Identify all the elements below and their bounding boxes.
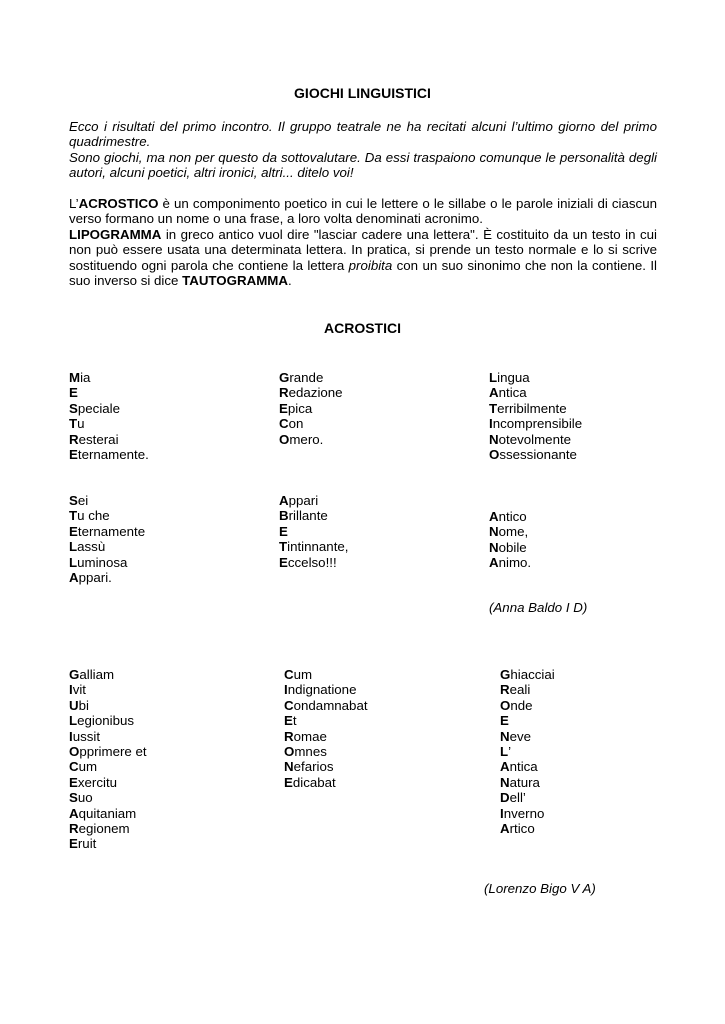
acrostic-initial: A [489, 385, 499, 401]
signature-anna: (Anna Baldo I D) [489, 600, 588, 615]
acrostic-line [69, 713, 147, 728]
acrostic-initial: I [284, 682, 288, 698]
acrostic-initial: L [69, 713, 78, 729]
acrostic-rest: efarios [293, 759, 334, 775]
acrostic-line [489, 509, 531, 524]
acrostic-cicerone [284, 667, 368, 790]
acrostic-rest: ome, [498, 524, 529, 540]
acrostic-line [279, 493, 349, 508]
acrostic-initial: R [69, 431, 79, 447]
acrostic-line [500, 821, 555, 836]
acrostic-rest: ruit [77, 836, 97, 852]
acrostic-initial: N [489, 431, 499, 447]
lipogramma-text-2: con un suo sinonimo che non la contiene. Il suo inverso si dice [69, 257, 657, 289]
acrostic-initial: T [69, 508, 78, 524]
acrostic-rest: obile [498, 539, 527, 555]
acrostic-rest: hiacciai [510, 667, 555, 682]
acrostic-initial: E [69, 774, 78, 790]
acrostic-rest: ingua [497, 370, 530, 385]
acrostic-line [279, 416, 343, 431]
acrostic-initial: S [69, 400, 78, 416]
acrostic-rest: eve [509, 728, 532, 744]
acrostic-rest: pprimere et [79, 743, 147, 759]
acrostic-rest: bi [78, 697, 89, 713]
acrostic-rest: uminosa [77, 554, 128, 570]
intro-paragraph-1: Ecco i risultati del primo incontro. Il gruppo teatrale ne ha recitati alcuni l’ultimo giorno del primo quadrimestre. [69, 119, 657, 150]
acrostic-initial: S [69, 493, 78, 508]
acrostic-initial: E [69, 523, 78, 539]
acrostic-giulio-cesare [69, 667, 147, 852]
acrostic-initial: I [500, 805, 504, 821]
acrostic-line [69, 744, 147, 759]
acrostic-rest: nimo. [498, 555, 532, 571]
lipogramma-definition [69, 227, 657, 289]
acrostic-line [489, 432, 582, 447]
acrostic-rest: uo [77, 790, 93, 806]
acrostic-rest: otevolmente [498, 431, 572, 447]
acrostic-initial: E [69, 446, 78, 462]
acrostic-line [69, 539, 145, 554]
acrostic-line [489, 416, 582, 431]
acrostic-rest: ntico [498, 509, 527, 524]
acrostic-rest: nde [510, 697, 533, 713]
acrostic-greco [279, 370, 343, 447]
acrostic-line [69, 401, 149, 416]
acrostic-rest: ntica [498, 385, 527, 401]
acrostic-line [69, 555, 145, 570]
acrostic-line [284, 759, 368, 774]
signature-lorenzo: (Lorenzo Bigo V A) [484, 881, 596, 896]
acrostic-line [279, 370, 343, 385]
acrostic-line [489, 370, 582, 385]
acrostic-rest: ccelso!!! [287, 554, 337, 570]
acrostic-initial: T [69, 416, 78, 432]
acrostic-rest: edazione [288, 385, 343, 401]
acrostic-initial: E [284, 713, 293, 729]
lipogramma-italic-word: proibita [348, 257, 393, 273]
acrostic-rest: rande [289, 370, 324, 385]
acrostic-initial: B [279, 508, 289, 524]
acrostic-line [500, 667, 555, 682]
acrostic-line [69, 821, 147, 836]
acrostic-rest: dicabat [292, 774, 336, 790]
acrostic-rest: nverno [503, 805, 545, 821]
acrostic-line [500, 759, 555, 774]
acrostic-latino [489, 370, 582, 462]
acrostic-rest: rtico [509, 820, 535, 836]
acrostic-stella [69, 493, 145, 585]
acrostic-initial: T [279, 539, 288, 555]
acrostic-rest: ndignatione [287, 682, 357, 698]
acrostic-line [489, 401, 582, 416]
acrostic-initial: E [500, 713, 509, 729]
intro-paragraph-2: Sono giochi, ma non per questo da sottovalutare. Da essi traspaiono comunque le personalità degli autori, alcuni poetici, altri ironici, altri... ditelo voi! [69, 150, 657, 181]
acrostic-line [284, 775, 368, 790]
acrostic-rest: xercitu [77, 774, 118, 790]
acrostic-rest: quitaniam [78, 805, 137, 821]
acrostic-initial: N [489, 539, 499, 555]
acrostic-line [500, 790, 555, 805]
acrostic-line [284, 729, 368, 744]
acrostic-line [69, 432, 149, 447]
acrostic-initial: R [284, 728, 294, 744]
acrostic-initial: E [279, 554, 288, 570]
acrostic-line [279, 508, 349, 523]
acrostic-rest: ppari [288, 493, 319, 508]
acrostic-initial: O [500, 697, 511, 713]
acrostic-line [69, 570, 145, 585]
acrostic-rest: ternamente. [77, 446, 149, 462]
acrostic-rest: mnes [294, 743, 327, 759]
acrostic-initial: L [489, 370, 498, 385]
acrostic-initial: C [284, 697, 294, 713]
acrostic-line [69, 759, 147, 774]
acrostic-initial: G [69, 667, 80, 682]
acrostic-initial: N [500, 728, 510, 744]
acrostic-rest: ternamente [77, 523, 146, 539]
acrostic-initial: I [69, 682, 73, 698]
acrostic-rest: ei [77, 493, 89, 508]
acrostic-rest: u [77, 416, 85, 432]
acrostic-rest: erribilmente [497, 400, 567, 416]
acrostic-line [279, 432, 343, 447]
acrostic-line [500, 698, 555, 713]
acrostic-rest: egionem [78, 820, 130, 836]
acrostic-initial: U [69, 697, 79, 713]
acrostic-line [69, 447, 149, 462]
acrostic-rest: um [78, 759, 98, 775]
acrostic-line [279, 401, 343, 416]
section-title: ACROSTICI [324, 320, 401, 336]
acrostic-line [489, 447, 582, 462]
acrostic-line [69, 493, 145, 508]
acrostic-initial: T [489, 400, 498, 416]
acrostic-line [489, 524, 531, 539]
acrostic-line [69, 729, 147, 744]
acrostic-initial: N [284, 759, 294, 775]
tautogramma-end: . [287, 273, 292, 289]
acrostic-anna [489, 509, 531, 571]
acrostic-line [500, 682, 555, 697]
acrostic-initial: R [500, 682, 510, 698]
acrostic-rest: ell’ [509, 790, 526, 806]
acrostic-rest: ia [80, 370, 91, 385]
acrostic-initial: A [69, 569, 79, 585]
acrostic-initial: A [279, 493, 289, 508]
acrostic-line [279, 555, 349, 570]
acrostic-initial: A [489, 509, 499, 524]
acrostic-initial: I [69, 728, 73, 744]
acrostico-text: è un componimento poetico in cui le lettere o le sillabe o le parole iniziali di ciascun verso formano un nome o una frase, a loro volta denominati acronimo. [69, 196, 657, 227]
acrostic-initial: O [69, 743, 80, 759]
acrostic-groenlandia [500, 667, 555, 836]
acrostic-initial: L [500, 743, 509, 759]
acrostico-term: ACROSTICO [78, 196, 159, 211]
acrostic-line [500, 806, 555, 821]
acrostic-line [500, 744, 555, 759]
acrostic-initial: C [284, 667, 294, 682]
acrostic-initial: G [500, 667, 511, 682]
acrostic-initial: E [284, 774, 293, 790]
acrostic-initial: E [279, 400, 288, 416]
acrostic-rest: eali [509, 682, 531, 698]
acrostic-line [279, 524, 349, 539]
acrostic-rest: peciale [77, 400, 121, 416]
acrostic-rest: ncomprensibile [492, 416, 583, 432]
acrostic-initial: C [279, 416, 289, 432]
acrostic-line [69, 370, 149, 385]
acrostic-initial: O [279, 431, 290, 447]
acrostic-line [69, 682, 147, 697]
acrostic-initial: C [69, 759, 79, 775]
acrostic-line [69, 524, 145, 539]
acrostic-initial: O [489, 446, 500, 462]
acrostic-rest: vit [72, 682, 87, 698]
acrostic-line [500, 775, 555, 790]
acrostic-line [279, 539, 349, 554]
acrostic-initial: L [69, 539, 78, 555]
acrostic-abete [279, 493, 349, 570]
acrostic-line [279, 385, 343, 400]
acrostic-line [284, 713, 368, 728]
acrostic-initial: D [500, 790, 510, 806]
acrostic-line [284, 667, 368, 682]
acrostic-rest: ussit [72, 728, 101, 744]
acrostic-rest: atura [509, 774, 540, 790]
acrostic-line [69, 790, 147, 805]
acrostic-rest: rillante [288, 508, 328, 524]
acrostic-rest: omae [293, 728, 327, 744]
acrostic-initial: N [489, 524, 499, 540]
acrostic-line [69, 806, 147, 821]
acrostic-line [69, 667, 147, 682]
acrostic-initial: E [279, 523, 288, 539]
tautogramma-term: TAUTOGRAMMA [182, 273, 288, 289]
acrostic-initial: E [69, 385, 78, 401]
acrostic-line [284, 698, 368, 713]
acrostic-rest: ’ [508, 743, 512, 759]
acrostic-initial: M [69, 370, 81, 385]
acrostic-line [284, 682, 368, 697]
lipogramma-term: LIPOGRAMMA [69, 227, 162, 242]
lipogramma-text-1: in greco antico vuol dire "lasciar cadere una lettera". È costituito da un testo in cui non può essere usata una determinata lettera. In pratica, si prende un testo normale e lo si scrive sostituendo ogni parola che contiene la lettera [69, 227, 657, 273]
acrostic-line [69, 416, 149, 431]
acrostic-rest: on [288, 416, 304, 432]
acrostic-rest: u che [77, 508, 110, 524]
acrostic-line [489, 540, 531, 555]
acrostic-line [69, 836, 147, 851]
acrostic-rest: mero. [289, 431, 324, 447]
acrostic-rest: alliam [79, 667, 115, 682]
acrostic-rest: ssessionante [499, 446, 577, 462]
acrostic-line [69, 385, 149, 400]
acrostic-initial: R [69, 820, 79, 836]
acrostic-rest: ntica [509, 759, 538, 775]
acrostic-initial: G [279, 370, 290, 385]
acrostic-line [69, 508, 145, 523]
acrostic-rest: intinnante, [287, 539, 349, 555]
acrostic-initial: O [284, 743, 295, 759]
acrostico-prefix: L’ [69, 196, 79, 211]
acrostic-initial: S [69, 790, 78, 806]
acrostic-mia-estre [69, 370, 149, 462]
acrostic-line [69, 698, 147, 713]
acrostic-line [489, 385, 582, 400]
acrostic-rest: esterai [78, 431, 119, 447]
acrostic-rest: um [293, 667, 313, 682]
acrostic-line [284, 744, 368, 759]
acrostic-line [500, 713, 555, 728]
page-title: GIOCHI LINGUISTICI [294, 85, 431, 101]
acrostic-rest: t [292, 713, 297, 729]
acrostic-initial: E [69, 836, 78, 852]
acrostic-line [69, 775, 147, 790]
acrostic-line [489, 555, 531, 570]
acrostic-initial: I [489, 416, 493, 432]
acrostic-initial: L [69, 554, 78, 570]
acrostic-initial: A [69, 805, 79, 821]
acrostic-rest: pica [287, 400, 313, 416]
acrostic-initial: R [279, 385, 289, 401]
acrostic-rest: ppari. [78, 569, 112, 585]
acrostic-rest: ondamnabat [293, 697, 368, 713]
acrostic-rest: egionibus [77, 713, 135, 729]
acrostic-line [500, 729, 555, 744]
acrostic-initial: A [500, 820, 510, 836]
acrostic-initial: N [500, 774, 510, 790]
acrostic-initial: A [500, 759, 510, 775]
acrostic-rest: assù [77, 539, 106, 555]
acrostico-definition [69, 196, 657, 227]
acrostic-initial: A [489, 555, 499, 571]
